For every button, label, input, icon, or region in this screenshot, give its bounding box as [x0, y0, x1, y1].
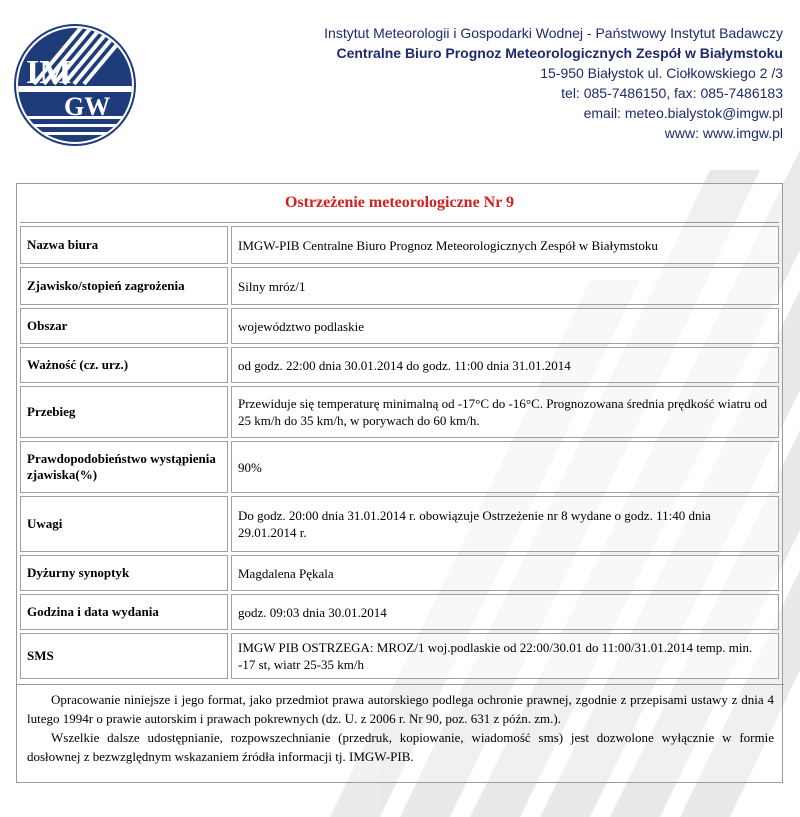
imgw-logo — [14, 24, 136, 146]
row-label: Prawdopodobieństwo wystąpienia zjawiska(%) — [20, 441, 228, 493]
copyright-notice — [17, 684, 784, 766]
row-value: Magdalena Pękala — [231, 555, 779, 591]
row-value: IMGW-PIB Centralne Biuro Prognoz Meteorologicznych Zespół w Białymstoku — [231, 226, 779, 264]
row-value: 90% — [231, 441, 779, 493]
institute-name: Instytut Meteorologii i Gospodarki Wodnej - Państwowy Instytut Badawczy — [324, 25, 783, 41]
row-label: Nazwa biura — [20, 226, 228, 264]
warning-table — [17, 223, 782, 682]
row-label: Ważność (cz. urz.) — [20, 347, 228, 383]
row-value: godz. 09:03 dnia 30.01.2014 — [231, 594, 779, 630]
row-label: Przebieg — [20, 386, 228, 438]
letterhead — [0, 0, 800, 160]
row-label: Obszar — [20, 308, 228, 344]
website[interactable]: www: www.imgw.pl — [664, 125, 783, 141]
warning-panel — [16, 183, 783, 783]
row-label: Godzina i data wydania — [20, 594, 228, 630]
row-value: od godz. 22:00 dnia 30.01.2014 do godz. 11:00 dnia 31.01.2014 — [231, 347, 779, 383]
table-row — [20, 386, 779, 438]
phone-fax: tel: 085-7486150, fax: 085-7486183 — [561, 85, 783, 101]
table-row — [20, 633, 779, 679]
table-row — [20, 594, 779, 630]
row-value: Do godz. 20:00 dnia 31.01.2014 r. obowiązuje Ostrzeżenie nr 8 wydane o godz. 11:40 dnia 29.01.2014 r. — [231, 496, 779, 552]
table-row — [20, 555, 779, 591]
row-label: Dyżurny synoptyk — [20, 555, 228, 591]
distribution-paragraph: Wszelkie dalsze udostępnianie, rozpowszechnianie (przedruk, kopiowanie, wiadomość sms) jest dozwolone wyłącznie w formie dosłownej z bezwzględnym wskazaniem źródła informacji tj. IMGW-PIB. — [27, 730, 774, 764]
table-row — [20, 267, 779, 305]
row-value: Przewiduje się temperaturę minimalną od -17°C do -16°C. Prognozowana średnia prędkość wiatru od 25 km/h do 35 km/h, w porywach do 60 km/h. — [231, 386, 779, 438]
table-row — [20, 496, 779, 552]
row-label: Uwagi — [20, 496, 228, 552]
logo-text-bottom: GW — [64, 92, 111, 121]
row-value: województwo podlaskie — [231, 308, 779, 344]
table-row — [20, 226, 779, 264]
institution-info — [324, 23, 783, 143]
row-value: Silny mróz/1 — [231, 267, 779, 305]
logo-text-top: IM — [26, 54, 72, 91]
row-value: IMGW PIB OSTRZEGA: MROZ/1 woj.podlaskie od 22:00/30.01 do 11:00/31.01.2014 temp. min. -17 st, wiatr 25-35 km/h — [231, 633, 779, 679]
row-label: Zjawisko/stopień zagrożenia — [20, 267, 228, 305]
address: 15-950 Białystok ul. Ciołkowskiego 2 /3 — [540, 65, 783, 81]
office-name: Centralne Biuro Prognoz Meteorologicznych Zespół w Białymstoku — [336, 45, 783, 61]
table-row — [20, 308, 779, 344]
copyright-paragraph: Opracowanie niniejsze i jego format, jako przedmiot prawa autorskiego podlega ochronie prawnej, zgodnie z przepisami ustawy z dnia 4 lutego 1994r o prawie autorskim i prawach pokrewnych (dz. U. z 2006 r. Nr 90, poz. 631 z późn. zm.). — [27, 692, 774, 726]
table-row — [20, 441, 779, 493]
row-label: SMS — [20, 633, 228, 679]
warning-title: Ostrzeżenie meteorologiczne Nr 9 — [20, 184, 779, 223]
table-row — [20, 347, 779, 383]
email[interactable]: email: meteo.bialystok@imgw.pl — [583, 105, 783, 121]
